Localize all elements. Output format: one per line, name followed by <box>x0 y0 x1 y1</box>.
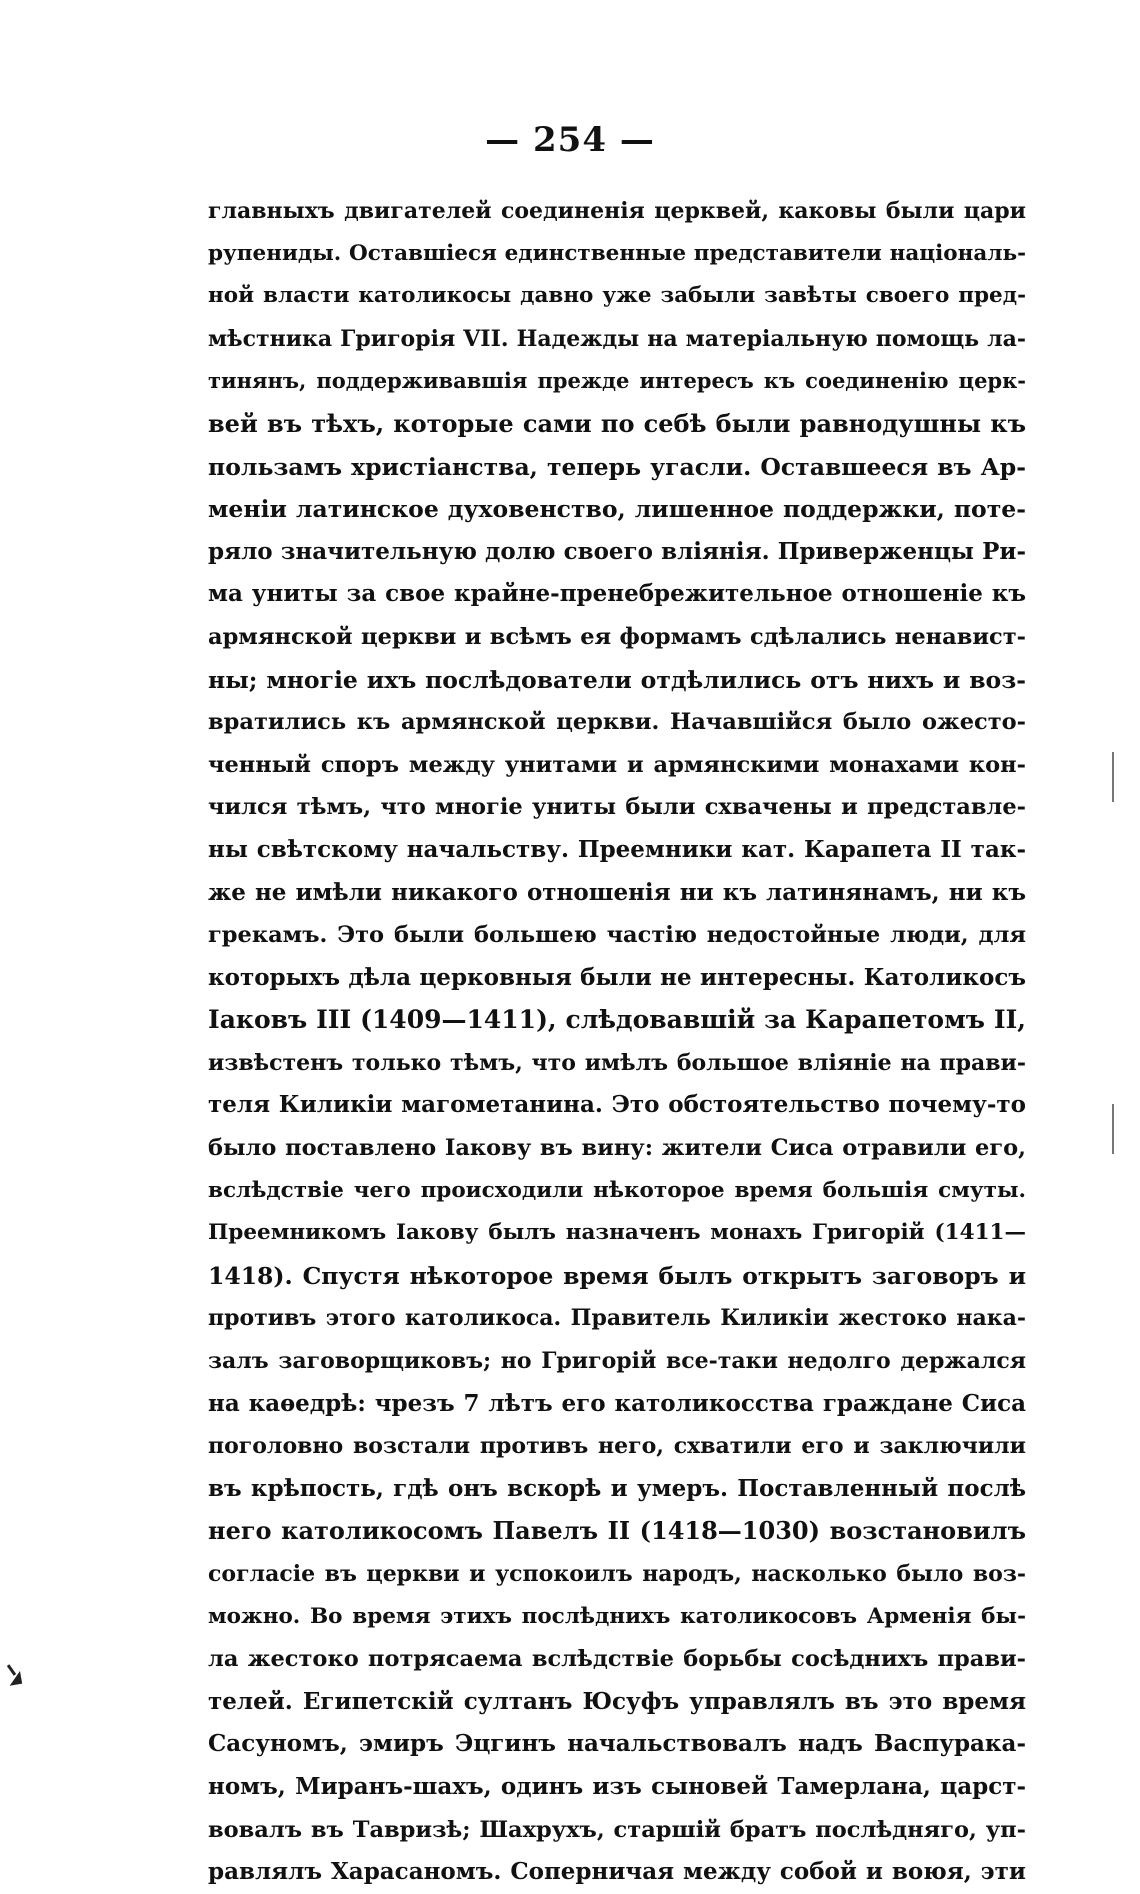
text-line: телей. Египетскій султанъ Юсуфъ управлялъ въ это время <box>208 1687 1026 1715</box>
text-line: рупениды. Оставшіеся единственные представители національ- <box>208 240 1026 266</box>
text-line: противъ этого католикоса. Правитель Киликіи жестоко нака- <box>208 1305 1026 1332</box>
body-text <box>208 190 1026 1894</box>
text-line: ла жестоко потрясаема вслѣдствіе борьбы сосѣднихъ прави- <box>208 1646 1026 1673</box>
text-line: ряло значительную долю своего вліянія. Приверженцы Ри- <box>208 537 1026 565</box>
text-line: армянской церкви и всѣмъ ея формамъ сдѣлались ненавист- <box>208 623 1026 650</box>
text-line: ны свѣтскому начальству. Преемники кат. Карапета II так- <box>208 835 1026 863</box>
scan-corner-mark <box>7 1664 16 1676</box>
margin-mark <box>1112 1104 1114 1154</box>
text-line: Сасуномъ, эмиръ Эцгинъ начальствовалъ надъ Васпурака- <box>208 1730 1026 1758</box>
text-line: мѣстника Григорія VII. Надежды на матеріальную помощь ла- <box>208 325 1026 352</box>
text-line: же не имѣли никакого отношенія ни къ латинянамъ, ни къ <box>208 878 1026 906</box>
margin-mark <box>1112 752 1114 802</box>
text-line: ной власти католикосы давно уже забыли завѣты своего пред- <box>208 283 1026 309</box>
text-line: равлялъ Харасаномъ. Соперничая между собой и воюя, эти <box>208 1858 1026 1886</box>
text-line: было поставлено Іакову въ вину: жители Сиса отравили его, <box>208 1135 1026 1162</box>
text-line: вей въ тѣхъ, которые сами по себѣ были равнодушны къ <box>208 408 1026 438</box>
text-line: Іаковъ III (1409—1411), слѣдовавшій за Карапетомъ II, <box>208 1005 1026 1035</box>
text-line: ны; многіе ихъ послѣдователи отдѣлились отъ нихъ и воз- <box>208 665 1026 694</box>
text-line: теля Киликіи магометанина. Это обстоятельство почему-то <box>208 1091 1026 1119</box>
text-line: согласіе въ церкви и успокоилъ народъ, насколько было воз- <box>208 1561 1026 1587</box>
text-line: ма униты за свое крайне-пренебрежительное отношеніе къ <box>208 580 1026 608</box>
text-line: извѣстенъ только тѣмъ, что имѣлъ большое вліяніе на прави- <box>208 1049 1026 1076</box>
text-line: которыхъ дѣла церковныя были не интересны. Католикосъ <box>208 963 1026 991</box>
text-line: грекамъ. Это были большею частію недостойные люди, для <box>208 922 1026 949</box>
text-line: ченный споръ между унитами и армянскими монахами кон- <box>208 751 1026 778</box>
text-line: вслѣдствіе чего происходили нѣкоторое время большія смуты. <box>208 1177 1026 1203</box>
text-line: Преемникомъ Іакову былъ назначенъ монахъ Григорій (1411— <box>208 1220 1026 1246</box>
text-line: залъ заговорщиковъ; но Григорій все-таки недолго держался <box>208 1348 1026 1375</box>
text-line: 1418). Спустя нѣкоторое время былъ открытъ заговоръ и <box>208 1261 1026 1290</box>
text-line: можно. Во время этихъ послѣднихъ католикосовъ Арменія бы- <box>208 1603 1026 1629</box>
text-line: вовалъ въ Тавризѣ; Шахрухъ, старшій братъ послѣдняго, уп- <box>208 1816 1026 1843</box>
text-line: пользамъ христіанства, теперь угасли. Оставшееся въ Ар- <box>208 452 1026 481</box>
text-line: него католикосомъ Павелъ II (1418—1030) возстановилъ <box>208 1516 1026 1546</box>
page-number: — 254 — <box>485 120 655 160</box>
text-line: меніи латинское духовенство, лишенное поддержки, поте- <box>208 495 1026 524</box>
text-line: номъ, Миранъ-шахъ, одинъ изъ сыновей Тамерлана, царст- <box>208 1772 1026 1800</box>
text-line: поголовно возстали противъ него, схватили его и заключили <box>208 1433 1026 1460</box>
text-line: главныхъ двигателей соединенія церквей, каковы были цари <box>208 198 1026 224</box>
text-line: тинянъ, поддерживавшія прежде интересъ къ соединенію церк- <box>208 368 1026 394</box>
text-line: на каѳедрѣ: чрезъ 7 лѣтъ его католикосства граждане Сиса <box>208 1389 1026 1417</box>
text-line: чился тѣмъ, что многіе униты были схвачены и представле- <box>208 794 1026 821</box>
text-line: въ крѣпость, гдѣ онъ вскорѣ и умеръ. Поставленный послѣ <box>208 1474 1026 1502</box>
text-line: вратились къ армянской церкви. Начавшійся было ожесто- <box>208 709 1026 736</box>
